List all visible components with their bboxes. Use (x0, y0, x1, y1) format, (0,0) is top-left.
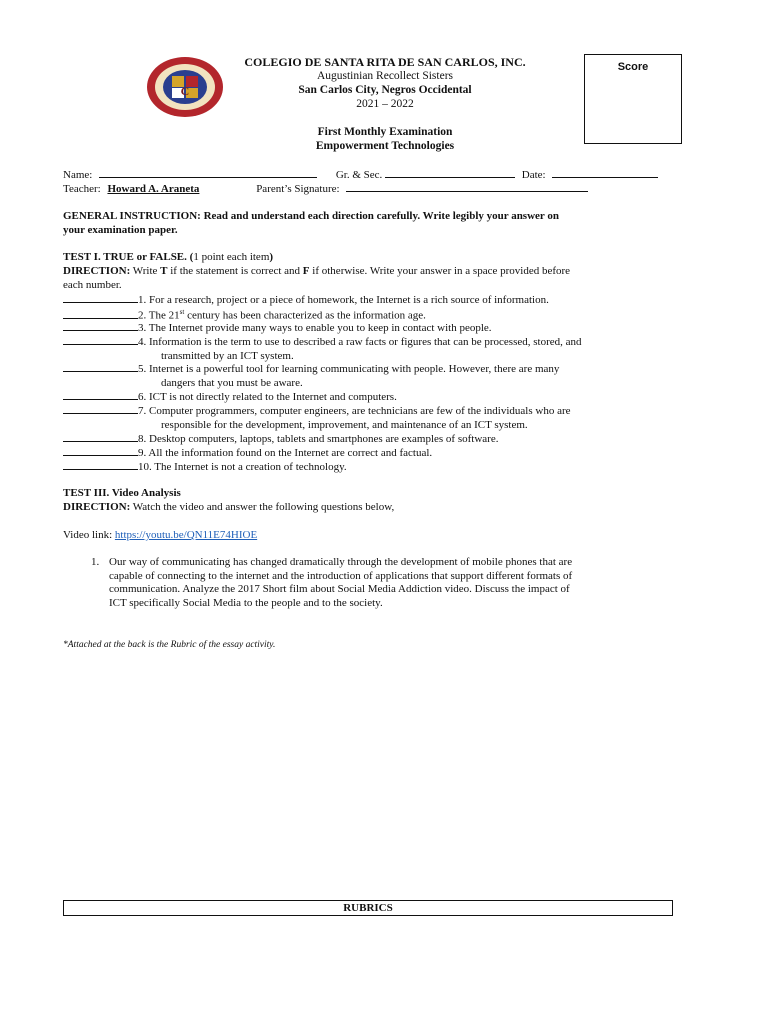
school-year: 2021 – 2022 (356, 98, 414, 110)
answer-blank[interactable] (63, 403, 138, 414)
essay-question (109, 556, 715, 611)
item-text-after: century has been characterized as the information age. (184, 309, 426, 322)
direction-f: F (302, 265, 310, 277)
item-continuation: transmitted by an ICT system. (161, 349, 294, 362)
subject-title: Empowerment Technologies (315, 140, 455, 152)
test3-direction-text: Watch the video and answer the following questions below, (130, 501, 395, 513)
question-line: communication. Analyze the 2017 Short film about Social Media Addiction video. Discuss the impact of (109, 583, 570, 596)
score-box[interactable] (584, 54, 682, 144)
item-text: 3. The Internet provide many ways to enable you to keep in contact with people. (138, 322, 492, 334)
direction-text-b: if the statement is correct and (167, 265, 303, 277)
general-instruction-line-2: your examination paper. (63, 224, 178, 236)
item-text: 8. Desktop computers, laptops, tablets and smartphones are examples of software. (138, 433, 499, 445)
answer-blank[interactable] (63, 320, 138, 331)
test1-title-bold: TEST I. TRUE or FALSE. ( (63, 251, 194, 263)
grade-label: Gr. & Sec. (335, 169, 383, 181)
video-link[interactable]: https://youtu.be/QN11E74HIOE (114, 529, 258, 541)
test1-direction (63, 265, 570, 278)
question-line: ICT specifically Social Media to the people and to the society. (109, 597, 383, 610)
direction-t: T (160, 265, 168, 277)
test1-title-close: ) (269, 251, 274, 263)
question-line: capable of connecting to the internet and the introduction of applications that support different formats of (109, 569, 573, 582)
parent-signature-field[interactable] (346, 181, 588, 192)
answer-blank[interactable] (63, 292, 138, 303)
video-link-label: Video link: (63, 529, 115, 541)
teacher-name: Howard A. Araneta (107, 183, 200, 195)
item-text: 5. Internet is a powerful tool for learning communicating with people. However, there are many (138, 363, 560, 375)
item-text: 10. The Internet is not a creation of technology. (138, 461, 347, 473)
item-text: 7. Computer programmers, computer engineers, are technicians are few of the individuals who are (138, 405, 571, 417)
grade-field[interactable] (385, 167, 515, 178)
school-city: San Carlos City, Negros Occidental (298, 84, 472, 96)
school-seal-logo (146, 56, 224, 118)
general-instruction-line-1: GENERAL INSTRUCTION: Read and understand each direction carefully. Write legibly your answer on (63, 210, 559, 222)
svg-text:C: C (180, 84, 190, 98)
item-continuation: responsible for the development, improvement, and maintenance of an ICT system. (161, 418, 528, 431)
answer-blank[interactable] (63, 389, 138, 400)
name-row (63, 167, 658, 182)
teacher-label: Teacher: (63, 183, 101, 195)
rubrics-header: RUBRICS (63, 900, 673, 916)
test1-direction-label: DIRECTION: (63, 265, 131, 277)
question-number: 1. (91, 556, 100, 568)
congregation: Augustinian Recollect Sisters (316, 70, 454, 82)
item-text: 6. ICT is not directly related to the Internet and computers. (138, 391, 397, 403)
question-line: Our way of communicating has changed dramatically through the development of mobile phones that are (109, 556, 573, 568)
score-label: Score (617, 61, 649, 73)
answer-blank[interactable] (63, 308, 138, 319)
answer-blank[interactable] (63, 431, 138, 442)
test3-direction-label: DIRECTION: (63, 501, 131, 513)
teacher-row (63, 181, 588, 196)
answer-blank[interactable] (63, 445, 138, 456)
answer-blank[interactable] (63, 361, 138, 372)
tf-item-7 (63, 403, 713, 432)
item-text: 2. The 21 (138, 309, 180, 322)
direction-text-a: Write (130, 265, 161, 277)
date-field[interactable] (552, 167, 658, 178)
item-text: 9. All the information found on the Internet are correct and factual. (138, 447, 433, 459)
tf-item-4 (63, 334, 713, 363)
name-field[interactable] (99, 167, 317, 178)
item-continuation: dangers that you must be aware. (161, 376, 303, 389)
video-link-row (63, 529, 257, 542)
test3-direction (63, 501, 394, 514)
exam-title: First Monthly Examination (317, 126, 453, 138)
test3-title: TEST III. Video Analysis (63, 487, 181, 499)
rubric-note: *Attached at the back is the Rubric of the essay activity. (63, 640, 276, 650)
answer-blank[interactable] (63, 459, 138, 470)
superscript: st (179, 308, 185, 316)
tf-item-5 (63, 361, 713, 390)
test1-points: 1 point each item (193, 251, 270, 263)
tf-item-10 (63, 459, 713, 475)
name-label: Name: (63, 169, 93, 181)
item-text: 1. For a research, project or a piece of homework, the Internet is a rich source of information. (138, 294, 549, 306)
parent-signature-label: Parent’s Signature: (256, 183, 340, 195)
school-name: COLEGIO DE SANTA RITA DE SAN CARLOS, INC. (244, 55, 526, 69)
direction-text-c: if otherwise. Write your answer in a space provided before (309, 265, 571, 277)
item-text: 4. Information is the term to use to described a raw facts or figures that can be processed, stored, and (138, 336, 582, 348)
test1-title (63, 251, 273, 264)
test1-direction-line-2: each number. (63, 279, 122, 291)
date-label: Date: (521, 169, 546, 181)
answer-blank[interactable] (63, 334, 138, 345)
